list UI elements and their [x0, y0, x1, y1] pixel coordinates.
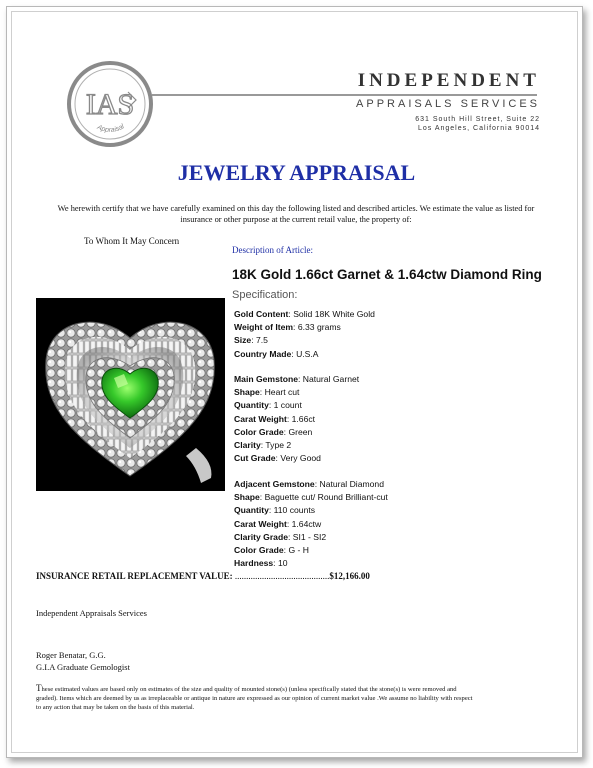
- spec-value: Natural Garnet: [302, 374, 360, 384]
- spec-key: Adjacent Gemstone: [234, 479, 315, 489]
- value-amount: $12,166.00: [329, 571, 370, 581]
- appraiser-title: G.I.A Graduate Gemologist: [36, 662, 130, 672]
- spec-value: SI1 - SI2: [292, 531, 327, 542]
- spec-key: Clarity: [234, 439, 261, 450]
- spec-row: [234, 399, 359, 412]
- spec-separator: :: [259, 387, 265, 398]
- specs-main-gemstone: [234, 373, 359, 465]
- spec-key: Main Gemstone: [234, 374, 298, 384]
- spec-row: [234, 518, 388, 531]
- value-leader-dots: ..........................................: [232, 571, 330, 581]
- ring-photo: [36, 298, 225, 491]
- specification-label: Specification:: [232, 289, 298, 301]
- spec-key: Clarity Grade: [234, 531, 288, 542]
- spec-row: [234, 504, 388, 517]
- spec-separator: :: [251, 335, 256, 346]
- disclaimer: [36, 684, 476, 712]
- logo-arc-text: Appraisal: [95, 123, 126, 135]
- spec-key: Shape: [234, 492, 260, 503]
- spec-value: Green: [288, 426, 313, 437]
- owner-name: To Whom It May Concern: [84, 236, 180, 246]
- address-line-1: 631 South Hill Street, Suite 22: [415, 116, 540, 123]
- spec-separator: :: [273, 558, 278, 569]
- spec-key: Quantity: [234, 505, 269, 516]
- specs-adjacent-gemstone: [234, 478, 388, 570]
- spec-key: Color Grade: [234, 426, 284, 437]
- spec-value: 7.5: [255, 335, 268, 346]
- spec-separator: :: [275, 453, 281, 464]
- spec-separator: :: [286, 518, 292, 529]
- specs-general: [234, 308, 375, 361]
- spec-row: [234, 557, 388, 570]
- spec-key: Carat Weight: [234, 518, 287, 529]
- spec-row: [234, 321, 375, 334]
- spec-row: [234, 491, 388, 504]
- spec-separator: :: [287, 531, 293, 542]
- spec-row: [234, 308, 375, 321]
- spec-row: [234, 531, 388, 544]
- spec-key: Weight of Item: [234, 322, 294, 333]
- company-name: INDEPENDENT: [357, 70, 540, 91]
- company-footer: Independent Appraisals Services: [36, 608, 147, 618]
- logo-letters: IAS: [85, 88, 135, 121]
- spec-value: U.S.A: [296, 348, 319, 359]
- value-label: INSURANCE RETAIL REPLACEMENT VALUE:: [36, 571, 233, 581]
- spec-value: Heart cut: [264, 387, 300, 398]
- appraiser-name: Roger Benatar, G.G.: [36, 650, 106, 660]
- spec-separator: :: [259, 492, 265, 503]
- spec-value: 1.64ctw: [291, 518, 322, 529]
- spec-value: 110 counts: [273, 505, 316, 516]
- document-title: JEWELRY APPRAISAL: [177, 160, 416, 185]
- address-line-2: Los Angeles, California 90014: [417, 125, 540, 132]
- spec-value: 6.33 grams: [297, 322, 341, 333]
- spec-value: Solid 18K White Gold: [293, 309, 375, 319]
- spec-value: 1 count: [273, 400, 302, 411]
- spec-separator: :: [298, 374, 303, 384]
- replacement-value-line: [36, 571, 370, 581]
- spec-row: [234, 544, 388, 557]
- spec-row: [234, 452, 359, 465]
- spec-separator: :: [314, 479, 320, 489]
- disclaimer-text: hese estimated values are based only on estimates of the size and quality of mounted stone(s) (unless specifically stated that the stone(s) is were removed and graded). Items which are deemed by us as irreplaceable or antique in nature are expressed as our opinion of current market value .We assume no liability with respect to any action that may be taken on the basis of this material.: [36, 686, 473, 711]
- spec-separator: :: [283, 544, 289, 555]
- spec-key: Shape: [234, 387, 260, 398]
- spec-key: Color Grade: [234, 544, 284, 555]
- spec-row: [234, 373, 359, 386]
- spec-row: [234, 348, 375, 361]
- spec-row: [234, 426, 359, 439]
- disclaimer-initial: T: [36, 683, 42, 693]
- spec-key: Country Made: [234, 348, 292, 359]
- spec-value: 1.66ct: [291, 413, 316, 424]
- spec-separator: :: [288, 309, 294, 319]
- spec-value: 10: [277, 558, 288, 569]
- spec-separator: :: [293, 322, 298, 333]
- spec-value: Very Good: [280, 453, 321, 464]
- spec-separator: :: [268, 400, 274, 411]
- spec-row: [234, 478, 388, 491]
- spec-separator: :: [291, 348, 297, 359]
- item-title: 18K Gold 1.66ct Garnet & 1.64ctw Diamond Ring: [232, 267, 542, 282]
- spec-key: Size: [234, 335, 252, 346]
- spec-separator: :: [286, 413, 292, 424]
- spec-row: [234, 334, 375, 347]
- spec-row: [234, 413, 359, 426]
- spec-separator: :: [283, 426, 289, 437]
- spec-key: Carat Weight: [234, 413, 287, 424]
- spec-value: G - H: [288, 544, 309, 555]
- spec-key: Gold Content: [234, 309, 289, 319]
- header-divider: [152, 94, 537, 96]
- spec-row: [234, 386, 359, 399]
- spec-row: [234, 439, 359, 452]
- spec-value: Natural Diamond: [319, 479, 384, 489]
- company-subtitle: APPRAISALS SERVICES: [356, 98, 540, 110]
- spec-value: Type 2: [265, 439, 292, 450]
- spec-separator: :: [260, 439, 266, 450]
- spec-key: Quantity: [234, 400, 269, 411]
- spec-key: Cut Grade: [234, 453, 276, 464]
- ias-logo: [66, 60, 154, 148]
- certification-text: We herewith certify that we have carefully examined on this day the following listed and described articles. We estimate the value as listed for insurance or other purpose at the current retail value, the property of:: [57, 204, 535, 224]
- spec-value: Baguette cut/ Round Brilliant-cut: [264, 492, 388, 503]
- spec-separator: :: [268, 505, 274, 516]
- spec-key: Hardness: [234, 558, 274, 569]
- description-label: Description of Article:: [232, 245, 313, 255]
